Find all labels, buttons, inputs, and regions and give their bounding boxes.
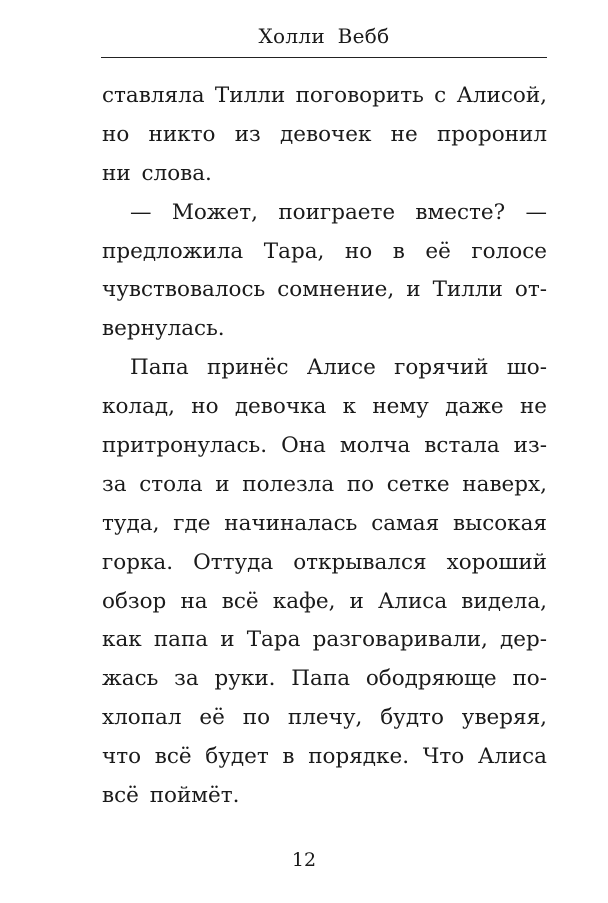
text-line: всё поймёт. <box>102 783 240 809</box>
text-line: как папа и Тара разговаривали, дер- <box>102 627 547 653</box>
text-line: что всё будет в порядке. Что Алиса <box>102 744 547 770</box>
text-line: притронулась. Она молча встала из- <box>102 433 547 459</box>
text-line: предложила Тара, но в её голосе <box>102 238 547 264</box>
text-line: туда, где начиналась самая высокая <box>102 510 547 536</box>
text-line: вернулась. <box>102 316 225 342</box>
text-line: ставляла Тилли поговорить с Алисой, <box>102 83 547 108</box>
text-line: за стола и полезла по сетке наверх, <box>102 471 547 497</box>
text-line: горка. Оттуда открывался хороший <box>102 549 547 575</box>
text-line: Папа принёс Алисе горячий шо- <box>130 355 547 381</box>
text-line: ни слова. <box>102 160 212 186</box>
text-line: но никто из девочек не проронил <box>102 121 547 147</box>
text-line: хлопал её по плечу, будто уверяя, <box>102 705 547 731</box>
text-line: жась за руки. Папа ободряюще по- <box>102 666 547 692</box>
body-text <box>102 77 547 816</box>
text-line: чувствовалось сомнение, и Тилли от- <box>102 277 547 303</box>
text-line: колад, но девочка к нему даже не <box>102 394 547 420</box>
text-line: — Может, поиграете вместе? — <box>130 199 547 225</box>
page-number: 12 <box>291 849 317 871</box>
header-rule <box>101 57 547 58</box>
text-line: обзор на всё кафе, и Алиса видела, <box>102 588 547 614</box>
running-head-title: Холли Вебб <box>258 24 390 48</box>
